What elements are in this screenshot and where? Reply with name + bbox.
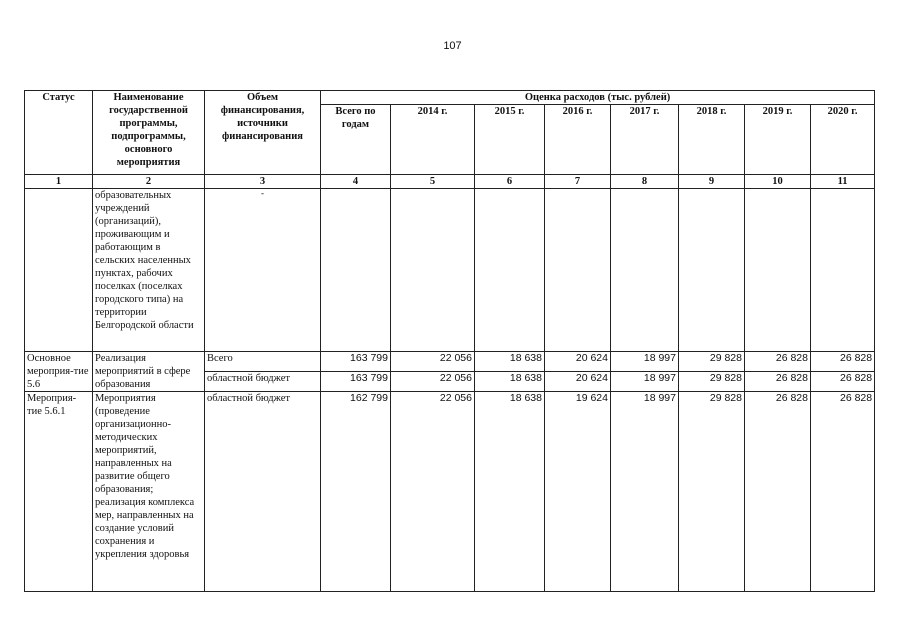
value-2017 — [611, 189, 679, 352]
table-row — [25, 352, 875, 372]
value-2018: 29 828 — [679, 372, 745, 392]
row-status: Мероприя-тие 5.6.1 — [25, 392, 93, 592]
column-number: 5 — [391, 175, 475, 189]
value-2018: 29 828 — [679, 392, 745, 592]
header-year-2014: 2014 г. — [391, 105, 475, 175]
row-status — [25, 189, 93, 352]
row-funding: областной бюджет — [205, 392, 321, 592]
row-name: образовательных учреждений (организаций), проживающим и работающим в сельских населенных пунктах, рабочих поселках (поселках городского типа) на территории Белгородской области — [93, 189, 205, 352]
value-2018 — [679, 189, 745, 352]
value-2016 — [545, 189, 611, 352]
header-name: Наименование государственной программы, подпрограммы, основного мероприятия — [93, 91, 205, 175]
value-2017: 18 997 — [611, 392, 679, 592]
value-2019: 26 828 — [745, 352, 811, 372]
column-number: 1 — [25, 175, 93, 189]
value-2018: 29 828 — [679, 352, 745, 372]
funding-dash: - — [261, 188, 264, 198]
column-number: 2 — [93, 175, 205, 189]
table-row — [25, 392, 875, 592]
value-total: 163 799 — [321, 352, 391, 372]
value-2017: 18 997 — [611, 352, 679, 372]
value-2014: 22 056 — [391, 392, 475, 592]
value-2020: 26 828 — [811, 372, 875, 392]
header-year-2017: 2017 г. — [611, 105, 679, 175]
value-2016: 20 624 — [545, 372, 611, 392]
budget-table — [24, 90, 875, 592]
value-2019: 26 828 — [745, 372, 811, 392]
header-estimate: Оценка расходов (тыс. рублей) — [321, 91, 875, 105]
value-2014 — [391, 189, 475, 352]
value-2015: 18 638 — [475, 392, 545, 592]
column-number: 8 — [611, 175, 679, 189]
column-number: 10 — [745, 175, 811, 189]
header-year-2019: 2019 г. — [745, 105, 811, 175]
value-2014: 22 056 — [391, 352, 475, 372]
row-funding — [205, 189, 321, 352]
value-2017: 18 997 — [611, 372, 679, 392]
row-status: Основное мероприя-тие 5.6 — [25, 352, 93, 392]
column-number: 6 — [475, 175, 545, 189]
value-2020: 26 828 — [811, 352, 875, 372]
value-2015 — [475, 189, 545, 352]
value-total: 163 799 — [321, 372, 391, 392]
value-2015: 18 638 — [475, 352, 545, 372]
header-status: Статус — [25, 91, 93, 175]
value-2019 — [745, 189, 811, 352]
value-2020: 26 828 — [811, 392, 875, 592]
row-name: Мероприятия (проведение организационно-методических мероприятий, направленных на развитие общего образования; реализация комплекса мер, направленных на создание условий сохранения и укрепления здоровья — [93, 392, 205, 592]
value-2014: 22 056 — [391, 372, 475, 392]
table-row — [25, 189, 875, 352]
header-funding: Объем финансирования, источники финансирования — [205, 91, 321, 175]
column-number: 11 — [811, 175, 875, 189]
header-year-2015: 2015 г. — [475, 105, 545, 175]
column-number: 3 — [205, 175, 321, 189]
column-numbers-row — [25, 175, 875, 189]
header-year-2020: 2020 г. — [811, 105, 875, 175]
value-2020 — [811, 189, 875, 352]
value-2019: 26 828 — [745, 392, 811, 592]
row-funding: областной бюджет — [205, 372, 321, 392]
value-2016: 20 624 — [545, 352, 611, 372]
column-number: 9 — [679, 175, 745, 189]
row-funding: Всего — [205, 352, 321, 372]
value-total: 162 799 — [321, 392, 391, 592]
column-number: 4 — [321, 175, 391, 189]
page-number: 107 — [443, 40, 462, 52]
header-total: Всего по годам — [321, 105, 391, 175]
column-number: 7 — [545, 175, 611, 189]
value-total — [321, 189, 391, 352]
header-year-2016: 2016 г. — [545, 105, 611, 175]
header-year-2018: 2018 г. — [679, 105, 745, 175]
value-2015: 18 638 — [475, 372, 545, 392]
value-2016: 19 624 — [545, 392, 611, 592]
row-name: Реализация мероприятий в сфере образования — [93, 352, 205, 392]
